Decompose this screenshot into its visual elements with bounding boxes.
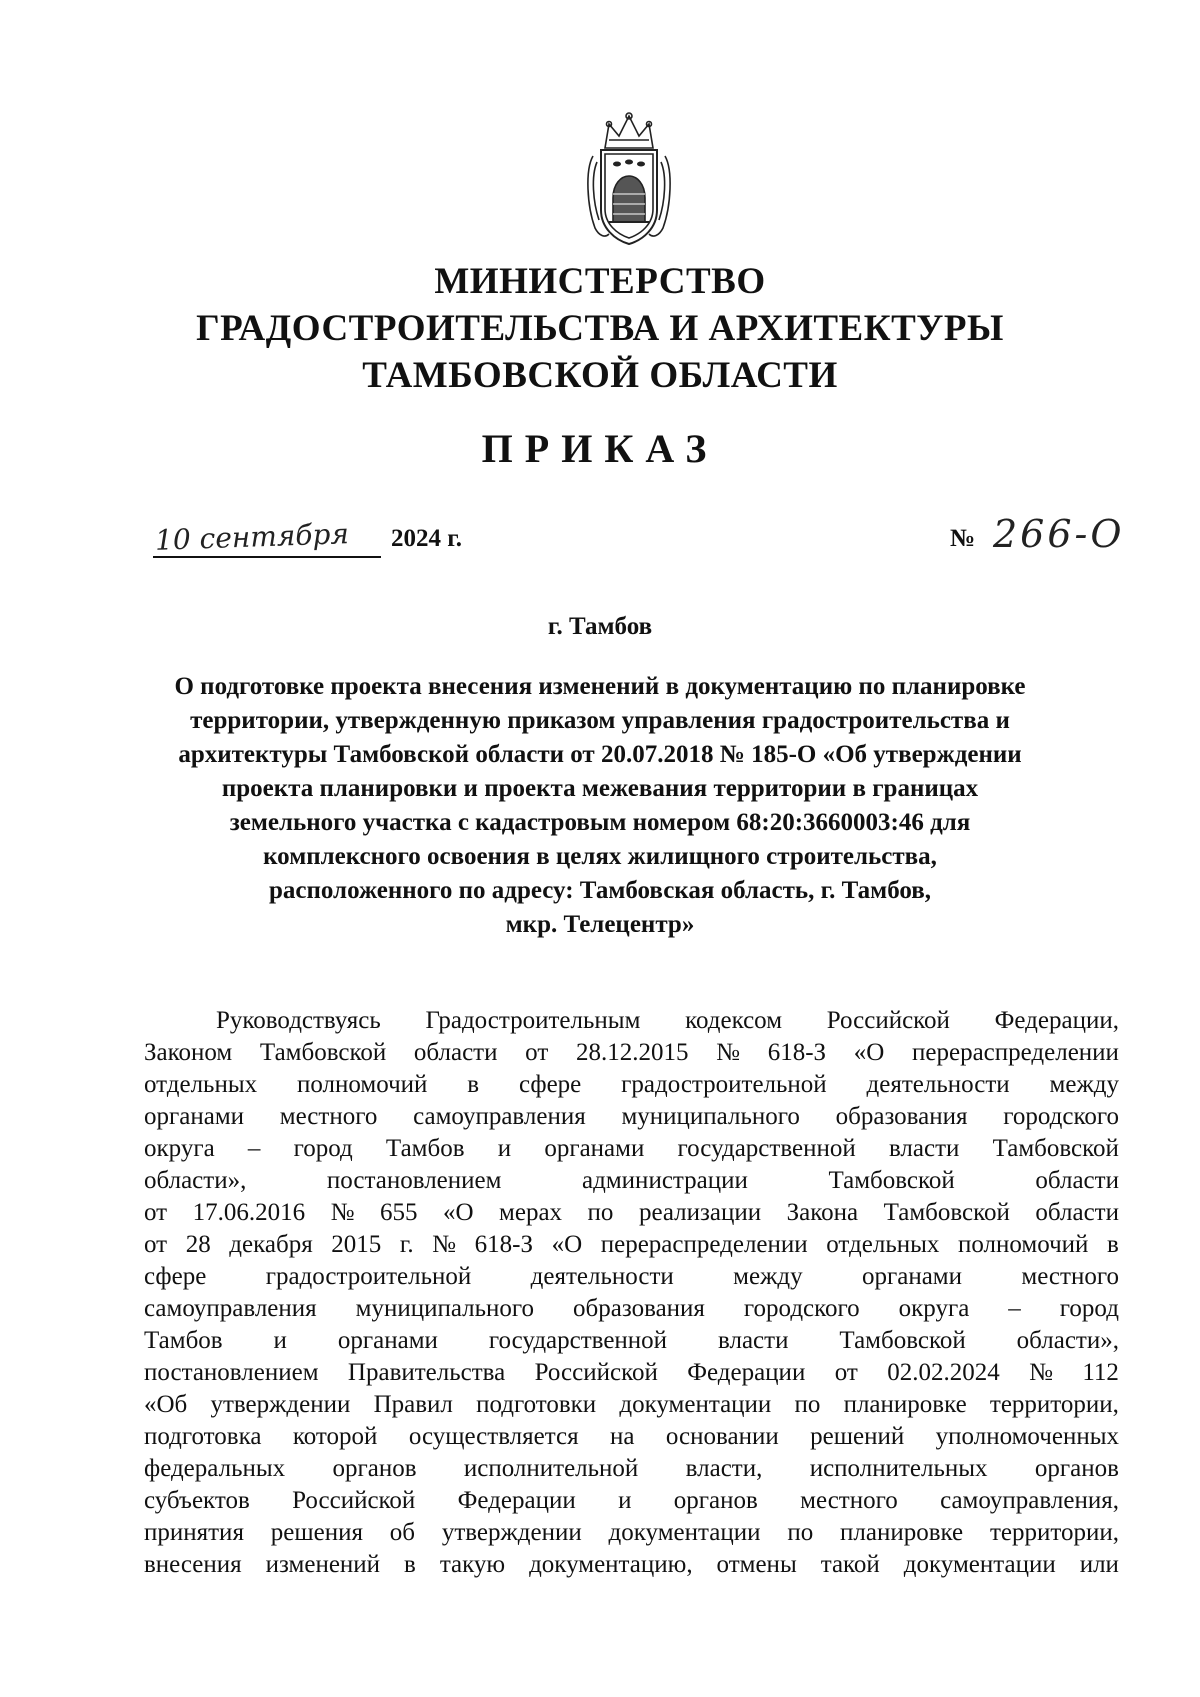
body-word: области xyxy=(413,1039,498,1066)
body-word: по xyxy=(587,1199,614,1226)
body-word: территории, xyxy=(989,1519,1119,1546)
body-word: между xyxy=(733,1263,803,1290)
body-word: мерах xyxy=(499,1199,563,1226)
body-word: органами xyxy=(544,1135,645,1162)
body-word: власти, xyxy=(685,1455,763,1482)
body-line xyxy=(144,1453,1119,1485)
body-word: деятельности xyxy=(530,1263,674,1290)
body-word: по xyxy=(787,1519,814,1546)
body-word: органов xyxy=(673,1487,758,1514)
body-word: уполномоченных xyxy=(935,1423,1119,1450)
body-word: городского xyxy=(743,1295,860,1322)
subject-line: архитектуры Тамбовской области от 20.07.2018 № 185-О «Об утверждении xyxy=(178,741,1022,768)
body-word: Российской xyxy=(534,1359,658,1386)
handwritten-number: 266-О xyxy=(993,512,1125,556)
body-word: деятельности xyxy=(866,1071,1010,1098)
body-word: Российской xyxy=(826,1007,950,1034)
body-word: изменений xyxy=(265,1551,381,1578)
order-subject xyxy=(140,670,1060,942)
body-word: и xyxy=(618,1487,632,1514)
body-word: области xyxy=(1035,1167,1119,1194)
body-word: или xyxy=(1079,1551,1119,1578)
body-word: № xyxy=(716,1039,741,1066)
body-line xyxy=(144,1037,1119,1069)
body-word: отмены xyxy=(716,1551,797,1578)
body-word: органами xyxy=(337,1327,438,1354)
body-word: власти xyxy=(718,1327,789,1354)
body-line xyxy=(144,1229,1119,1261)
order-body-paragraph xyxy=(144,1005,1119,1581)
body-word: основании xyxy=(665,1423,779,1450)
date-year: 2024 г. xyxy=(391,525,463,552)
date-underline xyxy=(153,556,381,558)
body-word: Российской xyxy=(292,1487,416,1514)
body-word: отдельных xyxy=(144,1071,258,1098)
body-word: 17.06.2016 xyxy=(192,1199,306,1226)
body-word: которой xyxy=(292,1423,378,1450)
number-sign: № xyxy=(950,525,976,552)
body-line xyxy=(144,1517,1119,1549)
body-word: в xyxy=(404,1551,416,1578)
body-word: № xyxy=(1029,1359,1053,1386)
body-word: г. xyxy=(399,1231,414,1258)
body-word: 618-З xyxy=(474,1231,533,1258)
body-line xyxy=(144,1485,1119,1517)
body-word: 02.02.2024 xyxy=(887,1359,1000,1386)
body-line xyxy=(144,1197,1119,1229)
body-word: внесения xyxy=(144,1551,242,1578)
body-word: город xyxy=(1059,1295,1119,1322)
body-word: Закона xyxy=(786,1199,859,1226)
body-word: отдельных xyxy=(826,1231,940,1258)
subject-line: комплексного освоения в целях жилищного строительства, xyxy=(263,843,937,870)
body-word: Тамбов xyxy=(144,1327,223,1354)
body-word: области», xyxy=(144,1167,247,1194)
body-word: реализации xyxy=(638,1199,762,1226)
body-word: документации xyxy=(608,1519,761,1546)
body-word: субъектов xyxy=(144,1487,250,1514)
body-word: от xyxy=(144,1231,168,1258)
body-word: полномочий xyxy=(958,1231,1089,1258)
body-word: Федерации xyxy=(687,1359,806,1386)
body-line xyxy=(144,1325,1119,1357)
body-word: документацию, xyxy=(529,1551,693,1578)
body-word: Тамбовской xyxy=(839,1327,966,1354)
body-word: кодексом xyxy=(685,1007,783,1034)
body-word: осуществляется xyxy=(408,1423,579,1450)
body-line xyxy=(144,1549,1119,1581)
body-word: 28 xyxy=(185,1231,211,1258)
body-word: «Об xyxy=(144,1391,188,1418)
body-word: исполнительных xyxy=(809,1455,988,1482)
order-number xyxy=(950,512,1130,560)
body-line xyxy=(144,1421,1119,1453)
body-word: в xyxy=(1107,1231,1119,1258)
ministry-line: МИНИСТЕРСТВО xyxy=(434,261,766,302)
body-word: самоуправления xyxy=(144,1295,317,1322)
body-word: – xyxy=(247,1135,261,1162)
body-word: органами xyxy=(144,1103,245,1130)
body-word: от xyxy=(144,1199,168,1226)
city-line: г. Тамбов xyxy=(547,613,653,640)
body-word: постановлением xyxy=(326,1167,502,1194)
body-word: муниципального xyxy=(355,1295,535,1322)
body-word: градостроительной xyxy=(621,1071,827,1098)
body-word: 112 xyxy=(1082,1359,1119,1386)
body-word: области», xyxy=(1016,1327,1119,1354)
body-word: № xyxy=(330,1199,355,1226)
body-word: органами xyxy=(861,1263,962,1290)
body-word: округа xyxy=(898,1295,970,1322)
body-word: государственной xyxy=(488,1327,668,1354)
body-word: Тамбовской xyxy=(992,1135,1119,1162)
body-line xyxy=(144,1389,1119,1421)
body-word: декабря xyxy=(229,1231,313,1258)
body-word: администрации xyxy=(582,1167,748,1194)
body-word: и xyxy=(273,1327,287,1354)
body-line xyxy=(144,1101,1119,1133)
body-word: местного xyxy=(800,1487,898,1514)
body-word: органов xyxy=(332,1455,417,1482)
body-word: Тамбов xyxy=(385,1135,465,1162)
body-word: документации xyxy=(903,1551,1056,1578)
body-word: полномочий xyxy=(297,1071,428,1098)
body-word: на xyxy=(610,1423,635,1450)
body-word: Законом xyxy=(144,1039,233,1066)
body-word: Тамбовской xyxy=(259,1039,387,1066)
subject-line: мкр. Телецентр» xyxy=(505,911,695,938)
subject-line: земельного участка с кадастровым номером 68:20:3660003:46 для xyxy=(229,809,971,836)
body-word: от xyxy=(525,1039,549,1066)
body-word: местного xyxy=(1021,1263,1119,1290)
body-word: подготовка xyxy=(144,1423,262,1450)
body-word: постановлением xyxy=(144,1359,319,1386)
body-word: планировке xyxy=(840,1519,964,1546)
ministry-name xyxy=(100,258,1100,399)
body-word: такой xyxy=(820,1551,880,1578)
body-word: утверждении xyxy=(441,1519,582,1546)
body-word: Правительства xyxy=(347,1359,506,1386)
body-word: от xyxy=(834,1359,858,1386)
body-word: 2015 xyxy=(331,1231,382,1258)
body-word: исполнительной xyxy=(463,1455,639,1482)
body-word: «О xyxy=(551,1231,583,1258)
handwritten-date: 10 сентября xyxy=(154,517,350,557)
body-word: образования xyxy=(835,1103,968,1130)
body-word: муниципального xyxy=(621,1103,800,1130)
body-word: об xyxy=(389,1519,416,1546)
body-line xyxy=(144,1293,1119,1325)
tambov-coat-of-arms-icon xyxy=(583,110,675,250)
body-word: № xyxy=(432,1231,457,1258)
body-word: Федерации xyxy=(457,1487,576,1514)
body-word: «О xyxy=(442,1199,474,1226)
body-word: 618-З xyxy=(767,1039,827,1066)
body-word: Градостроительным xyxy=(425,1007,641,1034)
body-word: решений xyxy=(810,1423,905,1450)
body-word: в xyxy=(467,1071,480,1098)
body-word: Руководствуясь xyxy=(216,1007,381,1034)
body-word: Правил xyxy=(373,1391,453,1418)
body-word: «О xyxy=(853,1039,885,1066)
body-word: подготовки xyxy=(476,1391,597,1418)
ministry-line: ГРАДОСТРОИТЕЛЬСТВА И АРХИТЕКТУРЫ xyxy=(196,308,1004,349)
body-word: 655 xyxy=(379,1199,418,1226)
body-word: местного xyxy=(279,1103,378,1130)
body-word: самоуправления xyxy=(413,1103,586,1130)
body-word: перераспределении xyxy=(912,1039,1119,1066)
body-line xyxy=(144,1133,1119,1165)
body-word: территории, xyxy=(989,1391,1119,1418)
body-word: округа xyxy=(144,1135,215,1162)
body-word: такую xyxy=(439,1551,506,1578)
subject-line: территории, утвержденную приказом управления градостроительства и xyxy=(190,707,1010,734)
body-word: и xyxy=(497,1135,512,1162)
body-line xyxy=(144,1069,1119,1101)
body-line xyxy=(144,1357,1119,1389)
body-word: сфере xyxy=(144,1263,207,1290)
body-word: власти xyxy=(888,1135,960,1162)
body-word: Федерации, xyxy=(994,1007,1119,1034)
body-word: органов xyxy=(1034,1455,1119,1482)
body-word: документации xyxy=(619,1391,772,1418)
subject-line: О подготовке проекта внесения изменений в документацию по планировке xyxy=(174,673,1026,700)
body-word: принятия xyxy=(144,1519,244,1546)
body-word: градостроительной xyxy=(265,1263,472,1290)
ministry-line: ТАМБОВСКОЙ ОБЛАСТИ xyxy=(362,355,838,396)
body-word: Тамбовской xyxy=(828,1167,955,1194)
body-line xyxy=(144,1261,1119,1293)
body-word: области xyxy=(1035,1199,1119,1226)
body-word: государственной xyxy=(677,1135,856,1162)
body-word: утверждении xyxy=(210,1391,351,1418)
subject-line: проекта планировки и проекта межевания территории в границах xyxy=(221,775,979,802)
body-word: городского xyxy=(1003,1103,1119,1130)
body-line xyxy=(144,1165,1119,1197)
body-word: федеральных xyxy=(144,1455,286,1482)
body-word: – xyxy=(1008,1295,1021,1322)
body-word: 28.12.2015 xyxy=(575,1039,689,1066)
body-word: перераспределении xyxy=(600,1231,808,1258)
body-line xyxy=(144,1005,1119,1037)
body-word: Тамбовской xyxy=(883,1199,1010,1226)
body-word: образования xyxy=(573,1295,705,1322)
body-word: самоуправления, xyxy=(940,1487,1119,1514)
order-date xyxy=(153,517,493,560)
body-word: планировке xyxy=(843,1391,967,1418)
body-word: сфере xyxy=(518,1071,582,1098)
subject-line: расположенного по адресу: Тамбовская область, г. Тамбов, xyxy=(268,877,932,904)
body-word: город xyxy=(293,1135,353,1162)
body-word: по xyxy=(794,1391,821,1418)
document-type-title: ПРИКАЗ xyxy=(481,426,719,471)
body-word: решения xyxy=(270,1519,363,1546)
body-word: между xyxy=(1049,1071,1119,1098)
